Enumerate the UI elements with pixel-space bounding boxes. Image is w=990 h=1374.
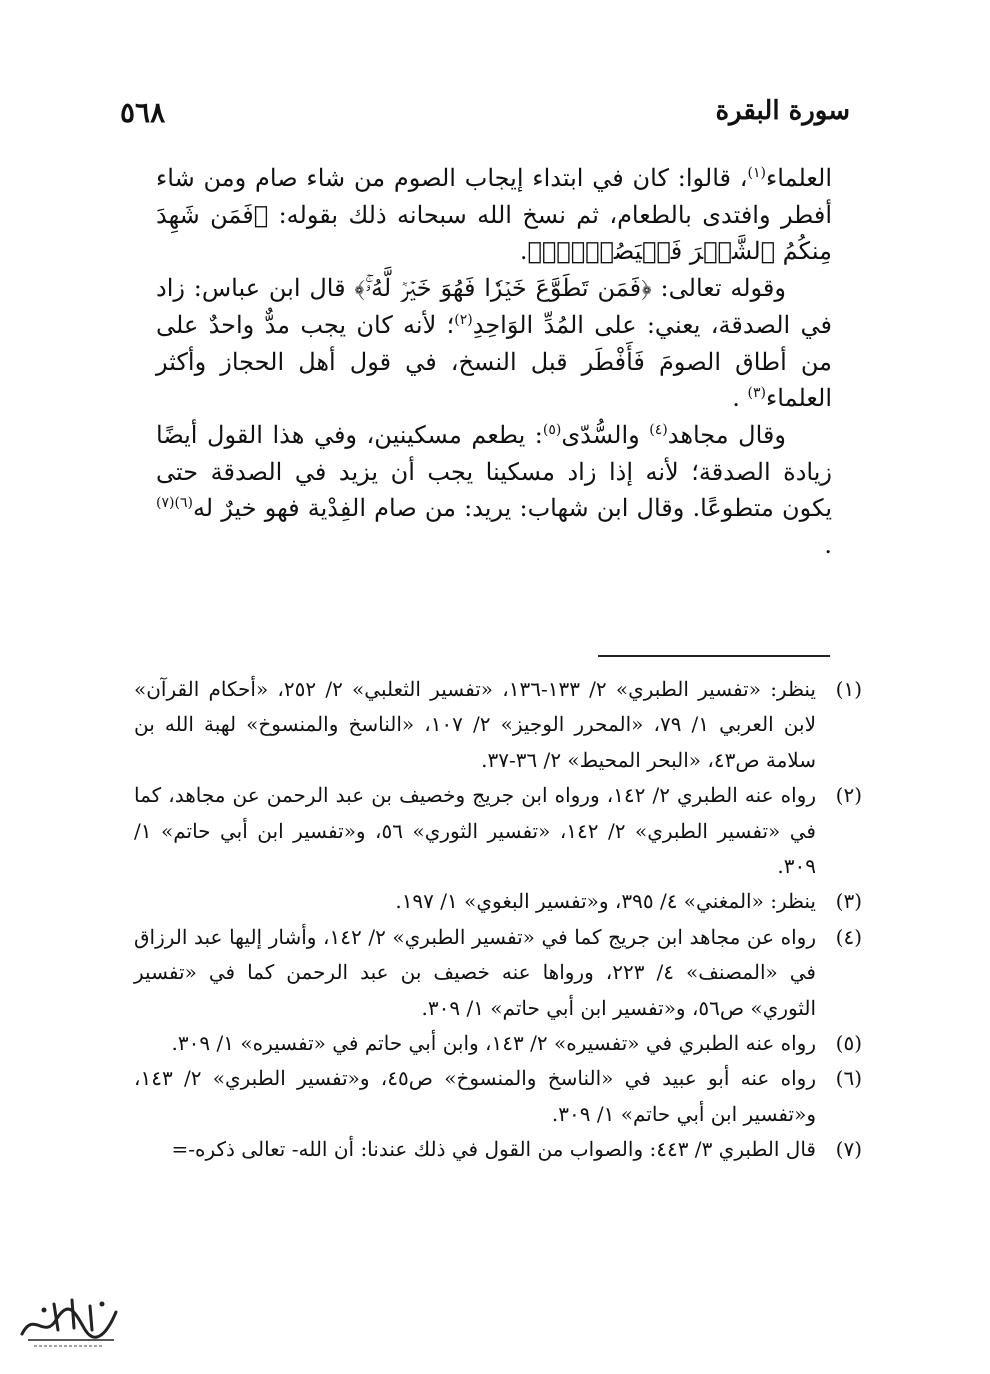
text-run: والسُّدّى [561,421,650,450]
footnote-ref: (٤) [649,422,668,439]
paragraph-3 [156,417,832,564]
footnote-text: رواه عن مجاهد ابن جريج كما في «تفسير الطبري» ٢/ ١٤٢، وأشار إليها عبد الرزاق في «المصنف» ٤/ ٢٢٣، ورواها عنه خصيف بن عبد الرحمن كما في «تفسير الثوري» ص٥٦، و«تفسير ابن أبي حاتم» ١/ ٣٠٩. [134,924,816,1020]
footnote-number: (٣) [835,889,862,914]
text-run: : يطعم مسكينين، وفي هذا القول أيضًا زيادة الصدقة؛ لأنه إذا زاد مسكينا يجب أن يزيد في الصدقة حتى يكون متطوعًا. وقال ابن شهاب: يريد: من صام الفِدْية فهو خيرٌ له [156,421,832,523]
paragraph-1 [156,160,832,270]
page-header [120,96,850,136]
footnote-text: رواه عنه الطبري في «تفسيره» ٢/ ١٤٣، وابن أبي حاتم في «تفسيره» ١/ ٣٠٩. [171,1030,816,1055]
footnote-separator [598,655,830,657]
publisher-logo-icon [14,1290,124,1350]
footnote [134,884,862,919]
footnote-number: (٢) [835,783,862,808]
footnote-number: (٤) [835,924,862,949]
text-run: ؛ لأنه كان يجب مدٌّ واحدٌ على من أطاق الصومَ فَأَفْطَر قبل النسخ، في قول أهل الحجاز وأكثر العلماء [156,310,832,413]
footnote-text: رواه عنه أبو عبيد في «الناسخ والمنسوخ» ص٤٥، و«تفسير الطبري» ٢/ ١٤٣، و«تفسير ابن أبي حاتم» ١/ ٣٠٩. [134,1066,816,1126]
footnote [134,1026,862,1061]
footnote-number: (٧) [835,1137,862,1162]
footnote [134,778,862,884]
footnote-ref: (٢) [454,311,473,328]
footnote [134,1061,862,1132]
footnote-text: ينظر: «المغني» ٤/ ٣٩٥، و«تفسير البغوي» ١/ ١٩٧. [395,889,816,914]
footnote [134,920,862,1026]
footnote [134,672,862,778]
footnote-ref: (٦)(٧) [156,495,193,512]
footnote-number: (١) [835,677,862,701]
quran-verse: ﴿فَمَن شَهِدَ مِنكُمُ ٱلشَّهۡرَ فَلۡيَصُمۡهُۖ﴾ [156,200,832,266]
footnotes [134,672,862,1167]
footnote-ref: (٣) [747,385,767,402]
surah-title: سورة البقرة [715,96,850,126]
footnote-text: رواه عنه الطبري ٢/ ١٤٢، ورواه ابن جريج وخصيف بن عبد الرحمن عن مجاهد، كما في «تفسير الطبري» ٢/ ١٤٢، «تفسير الثوري» ٥٦، و«تفسير ابن أبي حاتم» ١/ ٣٠٩. [134,783,816,878]
footnote-text: ينظر: «تفسير الطبري» ٢/ ١٣٣-١٣٦، «تفسير الثعلبي» ٢/ ٢٥٢، «أحكام القرآن» لابن العربي ١/ ٧٩، «المحرر الوجيز» ٢/ ١٠٧، «الناسخ والمنسوخ» لهبة الله بن سلامة ص٤٣، «البحر المحيط» ٢/ ٣٦-٣٧. [134,677,817,772]
footnote-ref: (٥) [542,422,562,439]
paragraph-2 [156,270,832,417]
text-run: . [519,237,528,266]
footnote-ref: (١) [747,165,767,181]
text-run: وقوله تعالى: [651,274,786,303]
text-run: ، قالوا: كان في ابتداء إيجاب الصوم من شاء صام ومن شاء أفطر وافتدى بالطعام، ثم نسخ الله سبحانه ذلك بقوله: [156,164,833,229]
text-run: العلماء [766,164,832,192]
main-text [156,160,832,564]
page-number: ٥٦٨ [120,96,166,129]
footnote-number: (٥) [835,1030,862,1055]
quran-verse: ﴿فَمَن تَطَوَّعَ خَيۡرٗا فَهُوَ خَيۡرٞ لَّهُۥۚ﴾ [354,274,652,303]
footnote-text: قال الطبري ٣/ ٤٤٣: والصواب من القول في ذلك عندنا: أن الله- تعالى ذكره-= [171,1137,816,1162]
footnote [134,1132,862,1167]
text-run: وقال مجاهد [667,421,786,450]
footnote-number: (٦) [835,1066,862,1091]
text-run: . [824,531,832,560]
text-run: . [732,384,748,413]
text-run: قال ابن عباس: زاد في الصدقة، يعني: على المُدِّ الوَاحِدِ [156,274,833,339]
